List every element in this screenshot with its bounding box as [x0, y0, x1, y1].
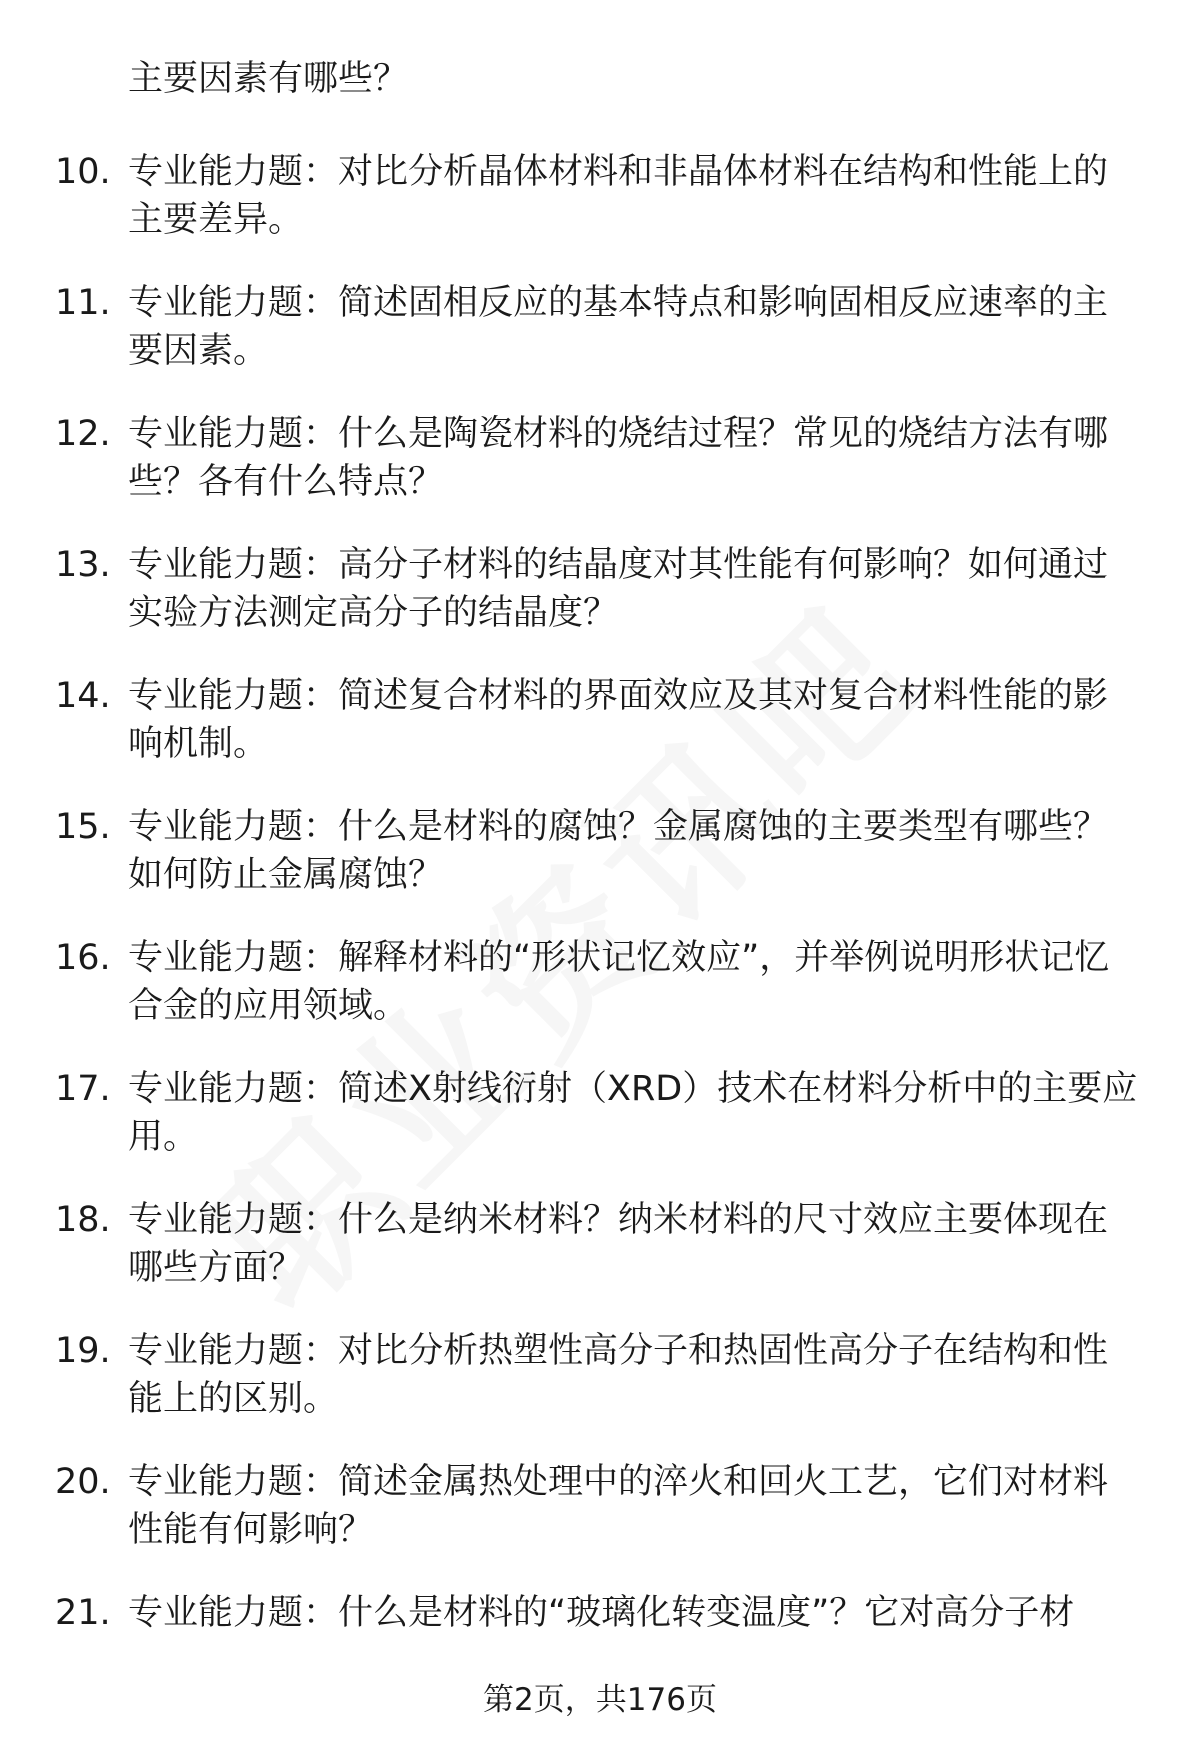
question-text: 专业能力题：高分子材料的结晶度对其性能有何影响？如何通过实验方法测定高分子的结晶度？ — [128, 545, 1109, 633]
question-item — [0, 1196, 1200, 1327]
question-item — [0, 672, 1200, 803]
question-text: 专业能力题：解释材料的“形状记忆效应”，并举例说明形状记忆合金的应用领域。 — [128, 938, 1110, 1026]
question-text: 专业能力题：对比分析热塑性高分子和热固性高分子在结构和性能上的区别。 — [128, 1331, 1109, 1419]
question-item — [0, 148, 1200, 279]
page-footer: 第2页，共176页 — [483, 1682, 717, 1718]
question-text: 专业能力题：简述X射线衍射（XRD）技术在材料分析中的主要应用。 — [128, 1069, 1138, 1157]
question-text: 专业能力题：什么是材料的腐蚀？金属腐蚀的主要类型有哪些？如何防止金属腐蚀？ — [128, 807, 1109, 895]
question-text: 专业能力题：什么是材料的“玻璃化转变温度”？它对高分子材 — [128, 1593, 1075, 1633]
question-item — [0, 410, 1200, 541]
question-number: 16. — [55, 938, 111, 978]
question-number: 19. — [55, 1331, 111, 1371]
question-text: 专业能力题：对比分析晶体材料和非晶体材料在结构和性能上的主要差异。 — [128, 152, 1109, 240]
question-text: 专业能力题：什么是纳米材料？纳米材料的尺寸效应主要体现在哪些方面？ — [128, 1200, 1109, 1288]
question-number: 13. — [55, 545, 111, 585]
question-item — [0, 1065, 1200, 1196]
question-item — [0, 279, 1200, 410]
continuation-text: 主要因素有哪些？ — [128, 59, 409, 99]
question-item — [0, 541, 1200, 672]
question-text: 专业能力题：什么是陶瓷材料的烧结过程？常见的烧结方法有哪些？各有什么特点？ — [128, 414, 1109, 502]
question-number: 21. — [55, 1593, 111, 1633]
question-number: 12. — [55, 414, 111, 454]
question-number: 10. — [55, 152, 111, 192]
question-number: 18. — [55, 1200, 111, 1240]
question-item — [0, 934, 1200, 1065]
question-number: 11. — [55, 283, 111, 323]
question-text: 专业能力题：简述复合材料的界面效应及其对复合材料性能的影响机制。 — [128, 676, 1109, 764]
question-number: 14. — [55, 676, 111, 716]
question-number: 15. — [55, 807, 111, 847]
question-text: 专业能力题：简述金属热处理中的淬火和回火工艺，它们对材料性能有何影响？ — [128, 1462, 1109, 1550]
question-item — [0, 1458, 1200, 1589]
question-list — [0, 148, 1200, 1720]
question-text: 专业能力题：简述固相反应的基本特点和影响固相反应速率的主要因素。 — [128, 283, 1109, 371]
question-item — [0, 1327, 1200, 1458]
question-item — [0, 803, 1200, 934]
question-number: 20. — [55, 1462, 111, 1502]
question-number: 17. — [55, 1069, 111, 1109]
